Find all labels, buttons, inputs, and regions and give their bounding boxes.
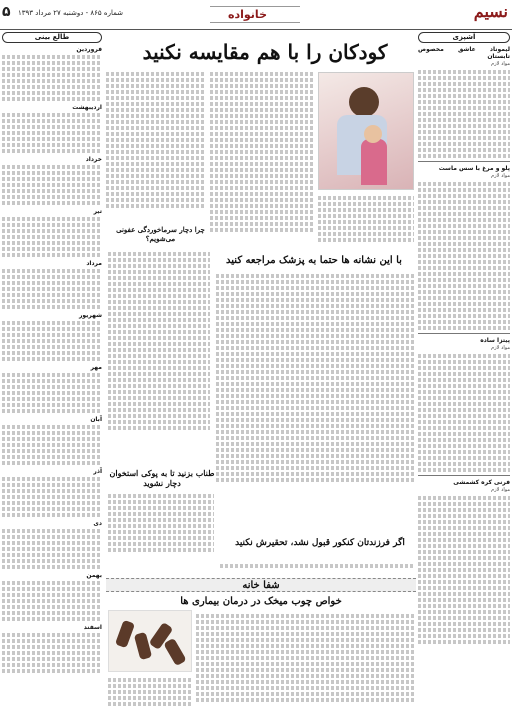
jumprope-text xyxy=(108,492,214,574)
exam-text xyxy=(220,562,414,576)
main-headline: کودکان را با هم مقایسه نکنید xyxy=(142,40,388,64)
sign-azar: آذر xyxy=(93,468,102,475)
sign-mehr: مهر xyxy=(90,364,102,371)
sign-dey: دی xyxy=(93,520,102,527)
sign-ordibehesht: اردیبهشت xyxy=(72,104,102,111)
cooking-column xyxy=(418,32,510,722)
cold-text xyxy=(108,250,210,460)
issue-date: دوشنبه ۲۷ مرداد ۱۳۹۳ xyxy=(18,9,84,17)
newspaper-logo: نسیم xyxy=(473,2,508,21)
masthead xyxy=(0,0,512,30)
warning-headline: با این نشانه ها حتما به پزشک مراجعه کنید xyxy=(226,255,402,266)
clove-caption xyxy=(108,676,192,720)
article-text-3 xyxy=(318,194,414,252)
article-text-1 xyxy=(106,70,204,220)
recipe-ingredients-2: مواد لازم xyxy=(491,173,510,179)
section-title: خانواده xyxy=(228,8,267,21)
horoscope-column xyxy=(2,32,102,722)
recipe-title-4: فرنی کره کشمشی xyxy=(453,479,510,486)
sign-esfand: اسفند xyxy=(83,624,102,631)
issue-info: شماره ۸۶۵ - دوشنبه ۲۷ مرداد ۱۳۹۳ xyxy=(18,9,124,17)
page-number: ۵ xyxy=(2,4,11,20)
cooking-title: آشپزی xyxy=(418,32,510,43)
sign-khordad: خرداد xyxy=(85,156,102,163)
jumprope-headline: طناب بزنید تا به پوکی استخوان دچار نشوید xyxy=(109,468,215,488)
clove-text xyxy=(196,612,414,720)
issue-number: شماره ۸۶۵ xyxy=(90,9,124,17)
sign-farvardin: فروردین xyxy=(76,46,102,53)
recipe-ingredients-4: مواد لازم xyxy=(491,487,510,493)
recipe-ingredients-3: مواد لازم xyxy=(491,345,510,351)
clove-photo xyxy=(108,610,192,672)
sign-tir: تیر xyxy=(93,208,102,215)
sign-shahrivar: شهریور xyxy=(78,312,102,319)
article-text-2 xyxy=(210,70,314,250)
sign-mordad: مرداد xyxy=(86,260,102,267)
cold-headline: چرا دچار سرماخوردگی عفونی می‌شویم؟ xyxy=(116,225,205,243)
clove-headline: خواص چوب میخک در درمان بیماری ها xyxy=(180,596,342,607)
exam-headline: اگر فرزندتان کنکور قبول نشد، تحقیرش نکنید xyxy=(235,538,405,548)
sign-aban: آبان xyxy=(90,416,102,423)
recipe-ingredients-1: مواد لازم xyxy=(491,61,510,67)
horoscope-title: طالع بینی xyxy=(2,32,102,43)
warning-text xyxy=(216,272,414,532)
shafa-banner: شفا خانه xyxy=(106,578,416,592)
recipe-title-3: پیتزا ساده xyxy=(480,337,510,344)
article-photo xyxy=(318,72,414,190)
recipe-title-2: پلو و مرغ با سس ماست xyxy=(438,165,510,172)
recipe-title-1: لیموناد عاشق مخصوص تابستان xyxy=(418,46,510,60)
sign-bahman: بهمن xyxy=(86,572,102,579)
